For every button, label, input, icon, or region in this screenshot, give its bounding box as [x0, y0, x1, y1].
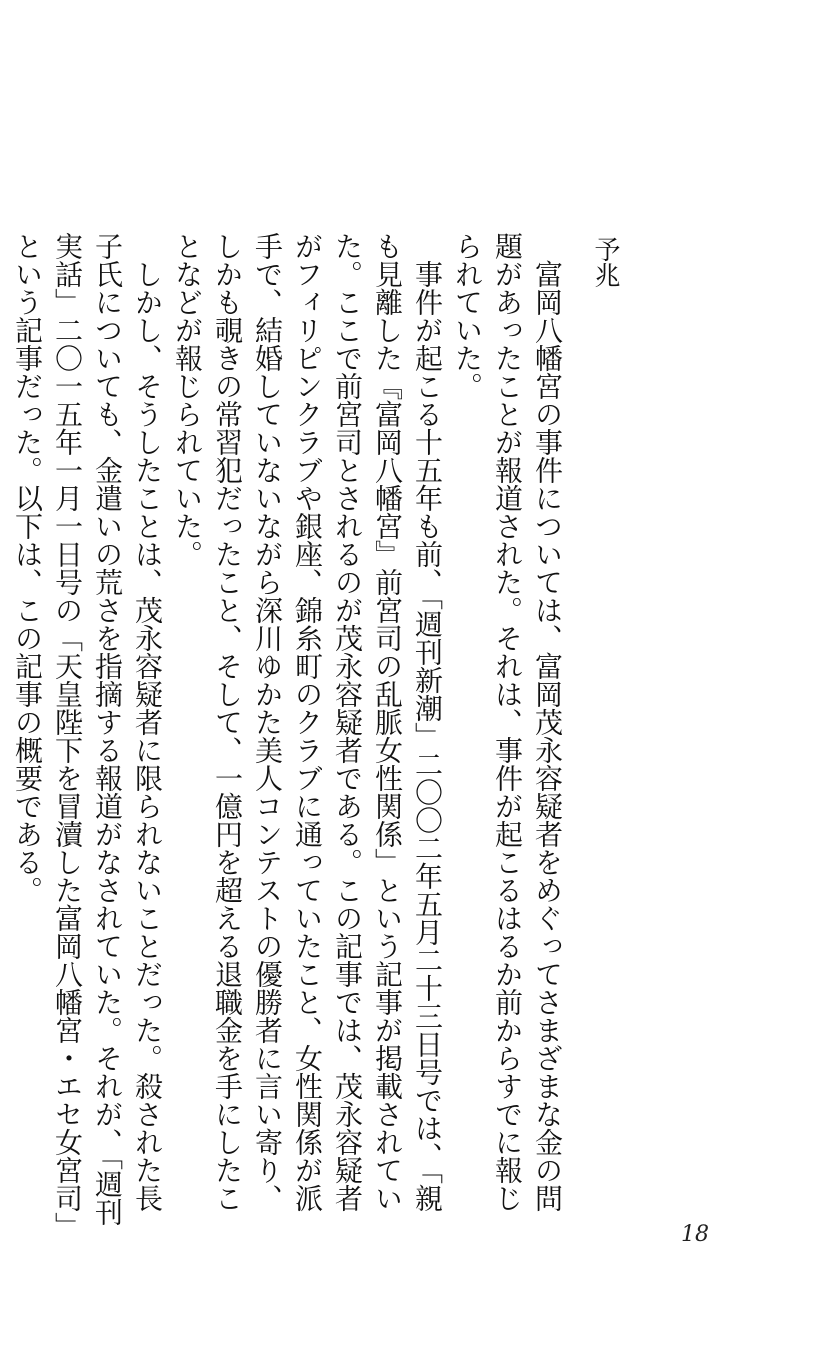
vertical-text-block	[11, 232, 625, 1232]
section-heading: 予兆	[590, 236, 620, 288]
paragraph-3: しかし、そうしたことは、茂永容疑者に限られないことだった。殺された長子氏についても、金遣いの荒さを指摘する報道がなされていた。それが、「週刊実話」二〇一五年一月一日号の「天皇陛下を冒瀆した富岡八幡宮・エセ女宮司」という記事だった。以下は、この記事の概要である。	[11, 232, 164, 1226]
paragraph-2: 事件が起こる十五年も前、「週刊新潮」二〇〇二年五月二十三日号では、「親も見離した『富岡八幡宮』前宮司の乱脈女性関係」という記事が掲載されていた。ここで前宮司とされるのが茂永容疑者である。この記事では、茂永容疑者がフィリピンクラブや銀座、錦糸町のクラブに通っていたこと、女性関係が派手で、結婚していないながら深川ゆかた美人コンテストの優勝者に言い寄り、しかも覗きの常習犯だったこと、そして、一億円を超える退職金を手にしたことなどが報じられていた。	[171, 232, 444, 1212]
page-number: 18	[681, 1222, 709, 1247]
paragraph-1: 富岡八幡宮の事件については、富岡茂永容疑者をめぐってさまざまな金の問題があったことが報道された。それは、事件が起こるはるか前からすでに報じられていた。	[451, 232, 564, 1212]
